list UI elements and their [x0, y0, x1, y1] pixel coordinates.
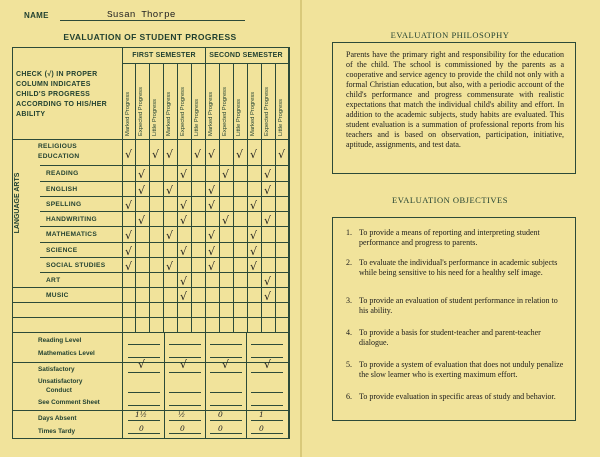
entry-line — [210, 405, 242, 406]
column-line — [149, 63, 150, 333]
comment-sheet-label: See Comment Sheet — [38, 399, 100, 406]
days-absent-label: Days Absent — [38, 415, 77, 422]
check-mark: √ — [208, 148, 216, 161]
check-mark: √ — [180, 290, 188, 303]
evaluation-title: EVALUATION OF STUDENT PROGRESS — [63, 32, 237, 42]
philosophy-text: Parents have the primary right and responsibility for the education of the child. The school is commissioned by the parents as a cooperative and service agency to provide the child not only with a formal Christian education, but also, with a periodic account of the child's performance and progress commensurate with realistic expectations that match the individual child's ability and effort. In addition to the academic subjects, study habits are evaluated. This student evaluation is a summation of professional reports from his teachers and is based on observation, participation, initiative, aptitude, assignments, and test data. — [346, 50, 564, 149]
column-line — [177, 63, 178, 333]
entry-line — [251, 420, 283, 421]
check-mark: √ — [208, 184, 216, 197]
check-mark: √ — [264, 275, 272, 288]
check-mark: √ — [208, 245, 216, 258]
check-mark: √ — [180, 358, 188, 371]
entry-line — [210, 344, 242, 345]
entry-line — [128, 405, 160, 406]
times-tardy-sem1-q2: 0 — [180, 424, 185, 433]
student-name: Susan Thorpe — [107, 9, 176, 20]
column-line — [247, 63, 248, 333]
check-mark: √ — [125, 260, 133, 273]
entry-line — [169, 405, 201, 406]
row-line — [12, 139, 289, 140]
times-tardy-label: Times Tardy — [38, 428, 76, 435]
subject-mathematics: MATHEMATICS — [46, 231, 98, 238]
row-line — [12, 332, 289, 333]
entry-line — [251, 344, 283, 345]
row-line — [40, 242, 289, 243]
check-mark: √ — [138, 168, 146, 181]
column-line — [261, 63, 262, 333]
entry-line — [169, 420, 201, 421]
check-mark: √ — [180, 245, 188, 258]
satisfactory-label: Satisfactory — [38, 366, 75, 373]
row-line — [40, 181, 289, 182]
row-line — [12, 302, 289, 303]
math-level-label: Mathematics Level — [38, 350, 95, 357]
times-tardy-sem2-q2: 0 — [259, 424, 264, 433]
column-header: Little Progress — [194, 98, 200, 136]
subject-music: MUSIC — [46, 292, 69, 299]
column-header: Expected Progress — [222, 87, 228, 136]
check-mark: √ — [208, 229, 216, 242]
name-label: NAME — [24, 11, 49, 20]
group-divider — [246, 333, 247, 439]
check-mark: √ — [166, 184, 174, 197]
entry-line — [128, 372, 160, 373]
entry-line — [251, 392, 283, 393]
entry-line — [210, 433, 242, 434]
check-mark: √ — [180, 275, 188, 288]
column-header: Expected Progress — [138, 87, 144, 136]
entry-line — [210, 392, 242, 393]
reading-level-label: Reading Level — [38, 337, 82, 344]
column-line — [191, 63, 192, 333]
unsatisfactory-label-1: Unsatisfactory — [38, 378, 83, 385]
column-header: Marked Progress — [250, 91, 256, 136]
check-mark: √ — [180, 168, 188, 181]
check-mark: √ — [264, 184, 272, 197]
column-header: Little Progress — [278, 98, 284, 136]
check-mark: √ — [264, 214, 272, 227]
check-mark: √ — [166, 229, 174, 242]
entry-line — [251, 405, 283, 406]
group-divider — [164, 333, 165, 439]
check-mark: √ — [250, 229, 258, 242]
days-absent-sem1-q1: 1½ — [135, 410, 148, 419]
column-line — [219, 63, 220, 333]
column-line — [289, 47, 290, 439]
check-mark: √ — [194, 148, 202, 161]
check-mark: √ — [125, 199, 133, 212]
row-line — [12, 362, 289, 363]
subject-handwriting: HANDWRITING — [46, 216, 97, 223]
instructions: CHECK (√) IN PROPER COLUMN INDICATES CHILD'S PROGRESS ACCORDING TO HIS/HER ABILITY — [16, 71, 108, 118]
column-line — [275, 63, 276, 333]
subject-religious-education-2: EDUCATION — [38, 153, 80, 160]
row-line — [12, 287, 289, 288]
check-mark: √ — [222, 168, 230, 181]
check-mark: √ — [125, 229, 133, 242]
row-line — [12, 410, 289, 411]
check-mark: √ — [152, 148, 160, 161]
times-tardy-sem2-q1: 0 — [218, 424, 223, 433]
check-mark: √ — [125, 148, 133, 161]
check-mark: √ — [264, 358, 272, 371]
column-header: Expected Progress — [264, 87, 270, 136]
column-header: Little Progress — [152, 98, 158, 136]
column-line — [233, 63, 234, 333]
row-line — [40, 165, 289, 166]
objectives-title: EVALUATION OBJECTIVES — [392, 195, 508, 205]
column-line — [163, 63, 164, 333]
column-line — [135, 63, 136, 333]
objective-2: 2. To evaluate the individual's performance in academic subjects while being sensitive to his need for a healthy self image. — [346, 258, 558, 277]
subject-religious-education-1: RELIGIOUS — [38, 143, 77, 150]
check-mark: √ — [166, 148, 174, 161]
first-semester-header: FIRST SEMESTER — [132, 52, 196, 59]
check-mark: √ — [222, 358, 230, 371]
check-mark: √ — [180, 214, 188, 227]
entry-line — [169, 433, 201, 434]
entry-line — [128, 420, 160, 421]
objective-4: 4. To provide a basis for student-teacher and parent-teacher dialogue. — [346, 328, 541, 347]
subject-english: ENGLISH — [46, 186, 78, 193]
subject-art: ART — [46, 277, 61, 284]
subject-reading: READING — [46, 170, 79, 177]
second-semester-header: SECOND SEMESTER — [209, 52, 283, 59]
check-mark: √ — [264, 168, 272, 181]
column-header: Marked Progress — [125, 91, 131, 136]
objective-6: 6. To provide evaluation in specific areas of study and behavior. — [346, 392, 556, 401]
subject-science: SCIENCE — [46, 247, 78, 254]
center-fold — [300, 0, 302, 457]
column-header: Marked Progress — [208, 91, 214, 136]
entry-line — [128, 344, 160, 345]
check-mark: √ — [222, 214, 230, 227]
check-mark: √ — [250, 245, 258, 258]
objective-3: 3. To provide an evaluation of student performance in relation to his ability. — [346, 296, 558, 315]
entry-line — [169, 392, 201, 393]
entry-line — [210, 420, 242, 421]
unsatisfactory-label-2: Conduct — [46, 387, 72, 394]
entry-line — [128, 392, 160, 393]
row-line — [40, 196, 289, 197]
row-line — [12, 317, 289, 318]
philosophy-title: EVALUATION PHILOSOPHY — [390, 30, 510, 40]
check-mark: √ — [208, 260, 216, 273]
column-header: Marked Progress — [166, 91, 172, 136]
column-line — [122, 47, 123, 439]
check-mark: √ — [138, 214, 146, 227]
column-header: Expected Progress — [180, 87, 186, 136]
check-mark: √ — [264, 290, 272, 303]
check-mark: √ — [125, 245, 133, 258]
language-arts-label: LANGUAGE ARTS — [14, 172, 21, 234]
subject-spelling: SPELLING — [46, 201, 82, 208]
objective-5: 5. To provide a system of evaluation that does not unduly penalize the slow learner who is exerting maximum effort. — [346, 360, 564, 379]
days-absent-sem2-q2: 1 — [259, 410, 264, 419]
check-mark: √ — [250, 260, 258, 273]
check-mark: √ — [138, 358, 146, 371]
check-mark: √ — [180, 199, 188, 212]
entry-line — [251, 433, 283, 434]
check-mark: √ — [278, 148, 286, 161]
objective-1: 1. To provide a means of reporting and interpreting student performance and progress to parents. — [346, 228, 540, 247]
check-mark: √ — [250, 199, 258, 212]
entry-line — [169, 372, 201, 373]
entry-line — [128, 433, 160, 434]
subject-social-studies: SOCIAL STUDIES — [46, 262, 106, 269]
entry-line — [169, 344, 201, 345]
row-line — [40, 226, 289, 227]
entry-line — [210, 372, 242, 373]
days-absent-sem1-q2: ½ — [178, 410, 186, 419]
check-mark: √ — [138, 184, 146, 197]
entry-line — [251, 372, 283, 373]
check-mark: √ — [208, 199, 216, 212]
name-line — [60, 20, 245, 21]
check-mark: √ — [166, 260, 174, 273]
days-absent-sem2-q1: 0 — [218, 410, 223, 419]
column-header: Little Progress — [236, 98, 242, 136]
group-divider — [205, 333, 206, 439]
check-mark: √ — [236, 148, 244, 161]
times-tardy-sem1-q1: 0 — [139, 424, 144, 433]
check-mark: √ — [250, 148, 258, 161]
